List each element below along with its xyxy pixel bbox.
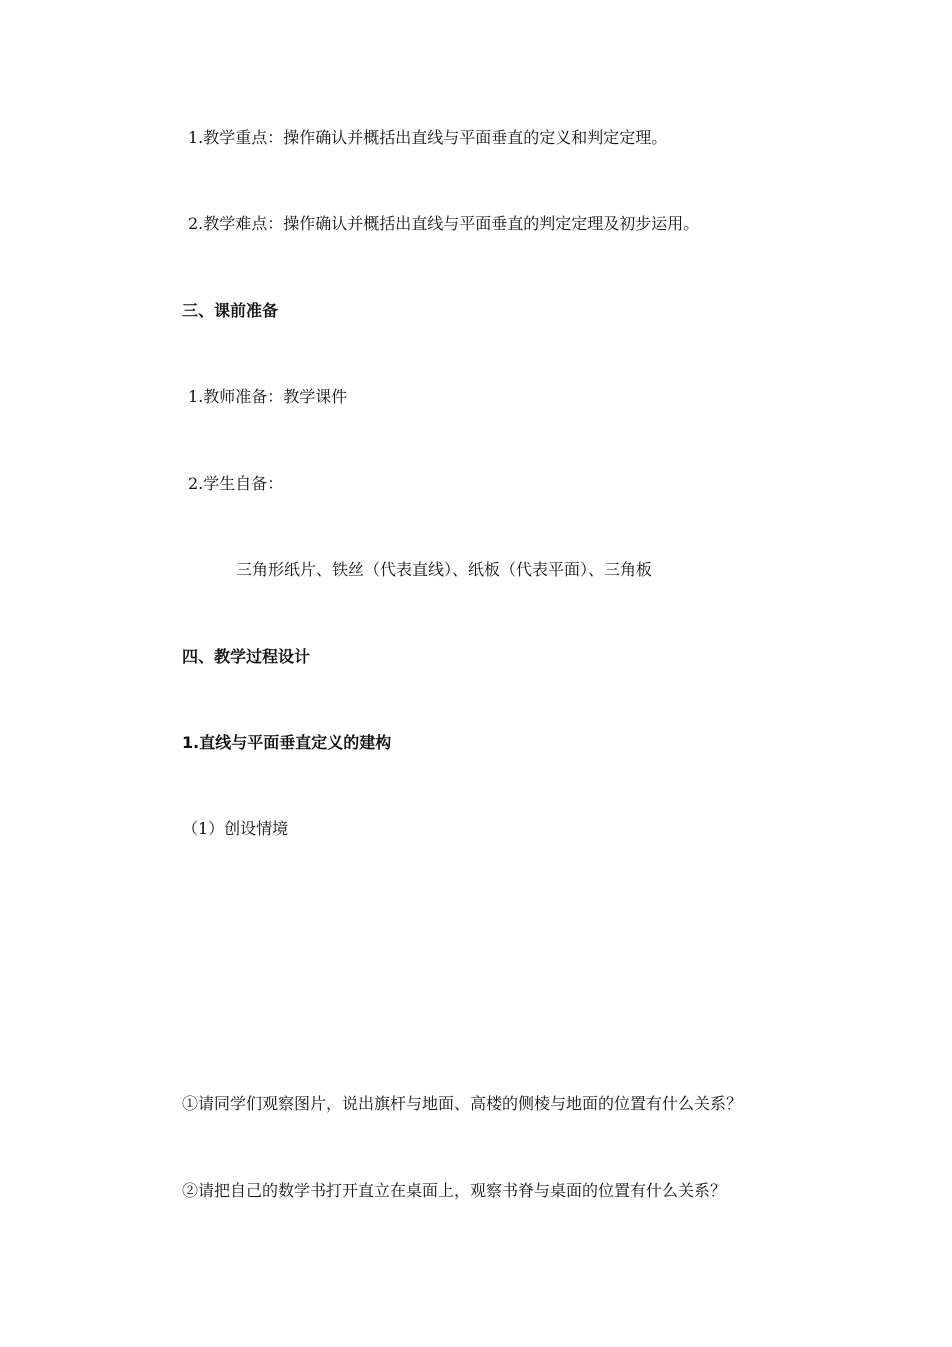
section-heading-process: 四、教学过程设计	[182, 647, 311, 666]
teaching-difficulty-text: 2.教学难点：操作确认并概括出直线与平面垂直的判定定理及初步运用。	[188, 214, 700, 233]
question-2-text: ②请把自己的数学书打开直立在桌面上，观察书脊与桌面的位置有什么关系？	[182, 1181, 727, 1200]
subsection-heading-definition: 1.直线与平面垂直定义的建构	[182, 733, 392, 752]
question-1-text: ①请同学们观察图片，说出旗杆与地面、高楼的侧棱与地面的位置有什么关系？	[182, 1094, 743, 1113]
teacher-preparation-text: 1.教师准备：教学课件	[188, 387, 348, 406]
scenario-label: （1）创设情境	[182, 819, 289, 838]
materials-list-text: 三角形纸片、铁丝（代表直线）、纸板（代表平面）、三角板	[236, 560, 653, 579]
teaching-focus-text: 1.教学重点：操作确认并概括出直线与平面垂直的定义和判定定理。	[188, 128, 668, 147]
student-preparation-text: 2.学生自备：	[188, 474, 284, 493]
section-heading-preparation: 三、课前准备	[182, 301, 279, 320]
